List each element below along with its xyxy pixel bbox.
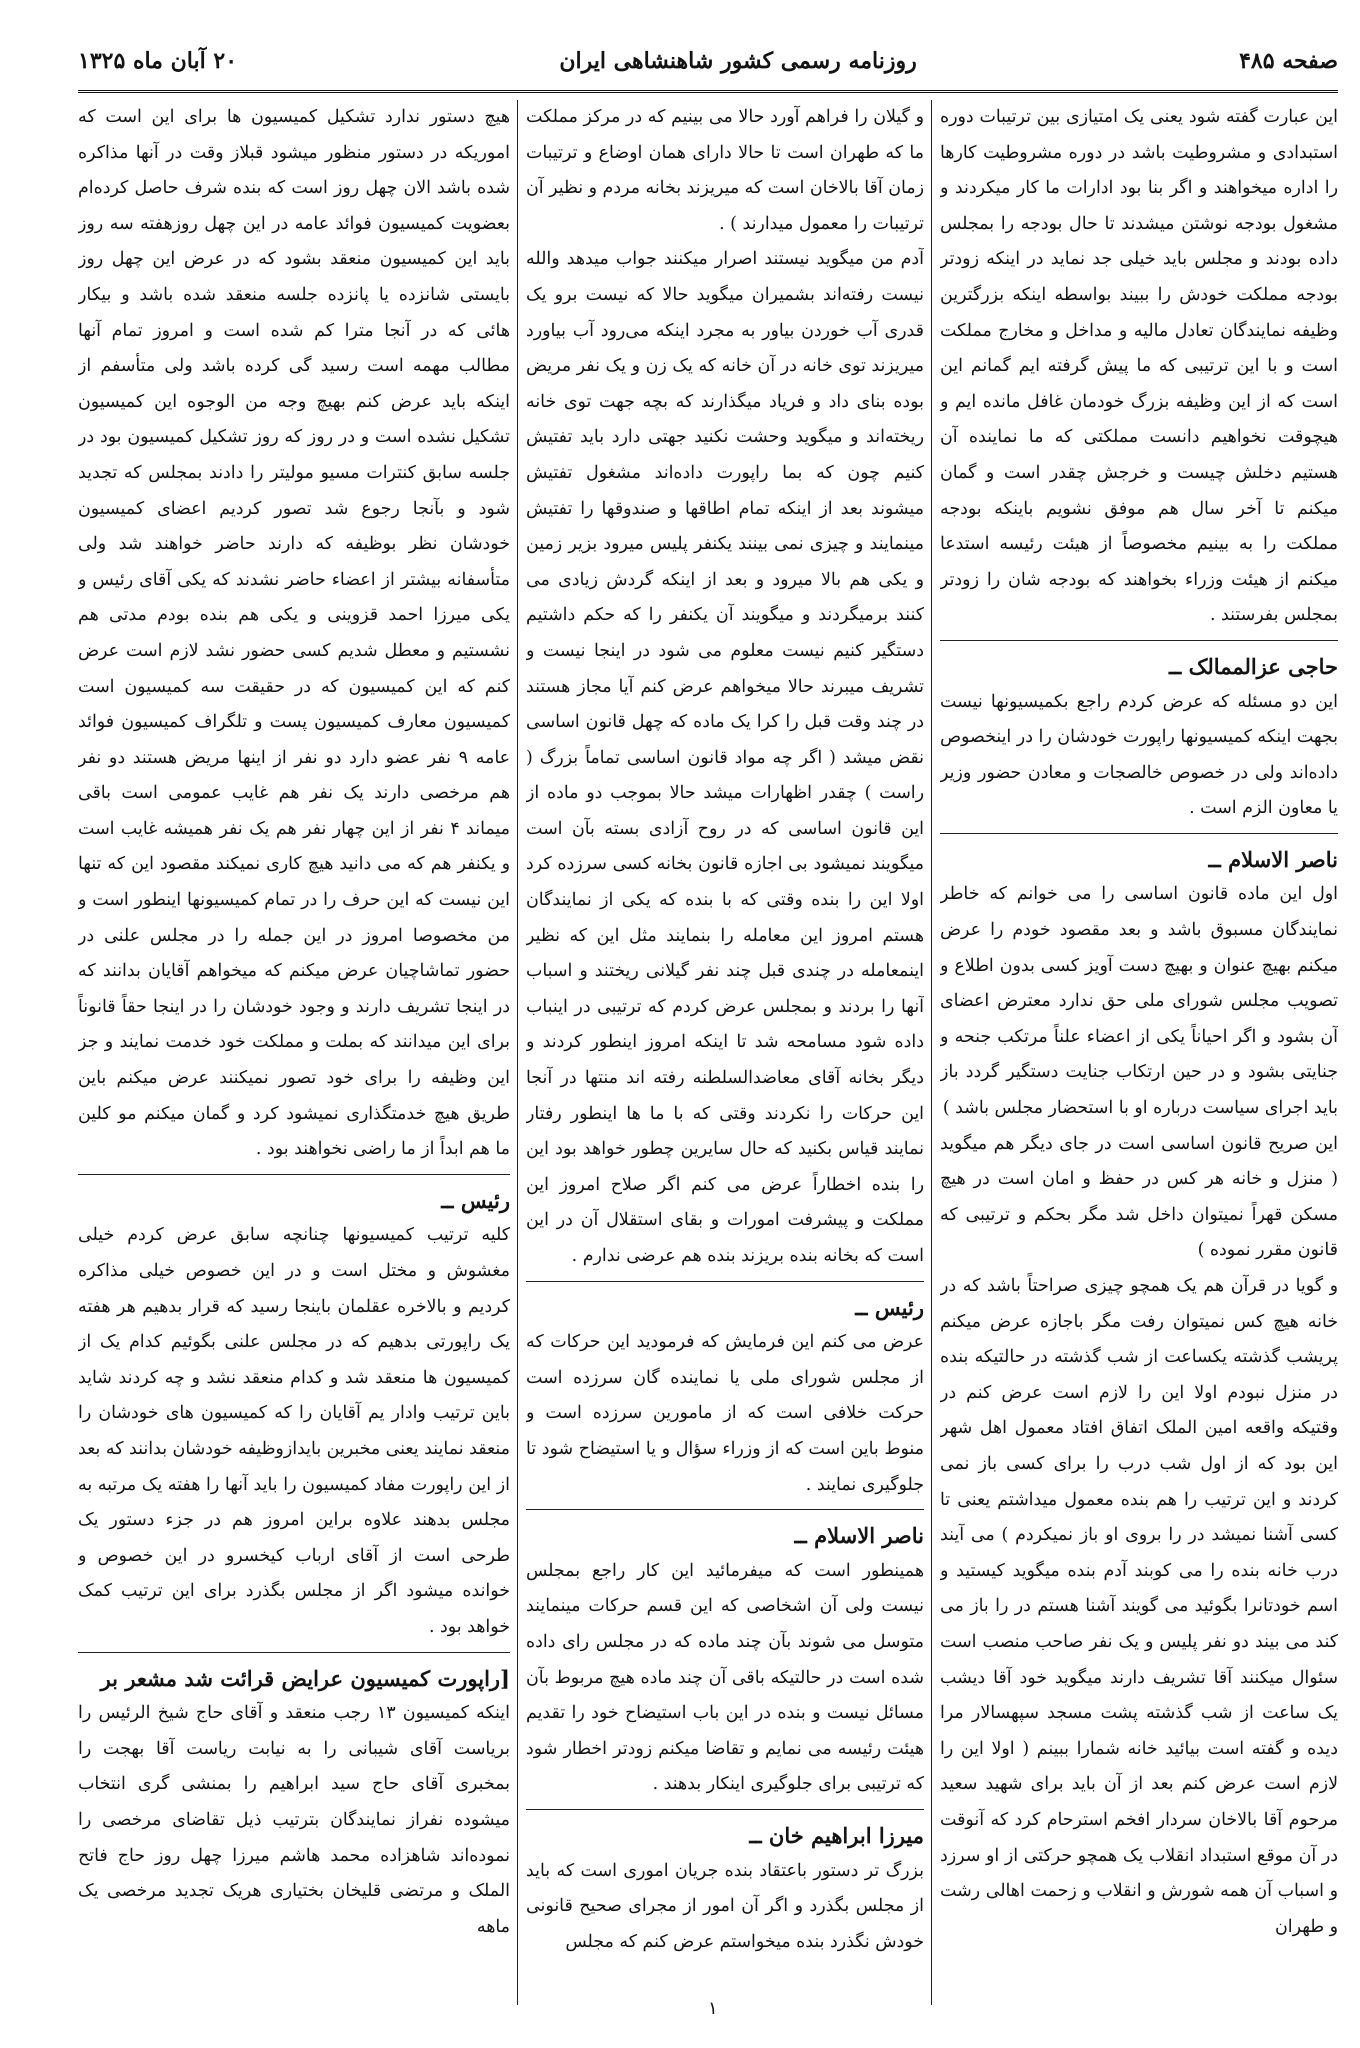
page-header <box>78 38 1338 84</box>
left-column <box>78 100 510 2005</box>
speaker-name: رئیس ــ <box>441 1187 510 1213</box>
speaker-name: ناصر الاسلام ــ <box>1208 846 1338 872</box>
speaker-name: حاجی عزالممالک ــ <box>1168 653 1338 679</box>
issue-date: ۲۰ آبان ماه ۱۳۲۵ <box>78 48 238 74</box>
footer-page-number: ۱ <box>708 1998 718 2019</box>
paragraph: عرض می کنم این فرمایش که فرمودید این حرکات که از مجلس شورای ملی یا نماینده گان سرزده است حرکت خلافی است که از مامورین سرزده است و منوط باین است که از وزراء سؤال و یا استیضاح شود تا جلوگیری نمایند . <box>526 1332 924 1495</box>
paragraph: این دو مسئله که عرض کردم راجع بکمیسیونها نیست بجهت اینکه کمیسیونها راپورت خودشان را در اینخصوص داده‌اند ولی در خصوص خالصجات و معادن حضور وزیر یا معاون الزم است . <box>940 691 1338 819</box>
paragraph: و گویا در قرآن هم یک همچو چیزی صراحتاً باشد که در خانه هیچ کس نمیتوان رفت مگر باجازه عرض میکنم پریشب گذشته یکساعت از شب گذشته در حالتیکه بنده در منزل نبودم اولا این را لازم است عرض کنم در وقتیکه واقعه امین الملک اتفاق افتاد معمول اهل شهر این بود که از اول شب درب را برای کسی باز نمی کردند و این ترتیب را هم بنده معمول میداشتم یعنی تا کسی آشنا نمیشد در را بروی او باز نمیکردم ) می آیند درب خانه بنده را می کوبند آدم بنده میگوید کیستید و اسم خودتانرا بگوئید می گویند آشنا هستم در را باز می کند می بیند دو نفر پلیس و یک نفر صاحب منصب است سئوال میکنند آقا تشریف دارند میگوید خود آقا دیشب یک ساعت از شب گذشته پشت مسجد سپهسالار مرا دیده و گفته است بیائید خانه شمارا ببینم ( اولا این را لازم است عرض کنم بعد از آن باید برای شهید سعید مرحوم آقا بالاخان سردار افخم استرحام کرد که آنوقت در آن موقع استبداد انقلاب یک همچو حرکتی از او سرزد و اسباب آن همه شورش و انقلاب و زحمت اهالی رشت و طهران <box>940 1276 1338 1937</box>
paragraph: و گیلان را فراهم آورد حالا می بینیم که در مرکز مملکت ما که طهران است تا حالا دارای همان اوضاع و ترتیبات زمان آقا بالاخان است که میریزند بخانه مردم و نظیر آن ترتیبات را معمول میدارند ) . <box>526 107 924 234</box>
paragraph: هیچ دستور ندارد تشکیل کمیسیون ها برای این است که اموریکه در دستور منظور میشود قبلاز وقت در آنها مذاکره شده باشد الان چهل روز است که بنده شرف حاصل کرده‌ام بعضویت کمیسیون فوائد عامه در این چهل روزهفته سه روز باید این کمیسیون منعقد بشود که در عرض این چهل روز بایستی شانزده یا پانزده جلسه منعقد شده باشد و بیکار هائی که در آنجا مترا کم شده است و امروز تمام آنها مطالب مهمه است رسید گی کرده باشد ولی متأسفم از اینکه باید عرض کنم بهیچ وجه من الوجوه این کمیسیون تشکیل نشده است و در روز که روز تشکیل کمیسیون بود در جلسه سابق کنترات مسیو مولیتر را دادند بمجلس که تجدید شود و بآنجا رجوع شد تصور کردیم اعضای کمیسیون خودشان نظر بوظیفه که دارند حاضر خواهند شد ولی متأسفانه بیشتر از اعضاء حاضر نشدند که یکی آقای رئیس و یکی میرزا احمد قزوینی و یکی هم بنده بودم مدتی هم نشستیم و معطل شدیم کسی حضور نشد لازم است عرض کنم که این کمیسیون که در حقیقت سه کمیسیون است کمیسیون معارف کمیسیون پست و تلگراف کمیسیون فوائد عامه ۹ نفر عضو دارد دو نفر از اینها مریض هستند دو نفر هم مرخصی دارند یک نفر هم غایب عمومی است باقی میماند ۴ نفر از این چهار نفر هم یک نفر همیشه غایب است و یکنفر هم که می دانید هیچ کاری نمیکند مقصود این که تنها این نیست که این حرف را در تمام کمیسیونها اینطور است و من مخصوصا امروز در این جمله را در مجلس علنی در حضور تماشاچیان عرض میکنم که میخواهم آقایان بدانند که در اینجا تشریف دارند و وجود خودشان را در اینجا حقاً قانوناً برای این میدانند که بملت و مملکت خود خدمت نمایند و جز این وظیفه را برای خود تصور نمیکنند عرض میکنم باین طریق هیچ خدمتگذاری نمیشود کرد و گمان میکنم مو کلین ما هم ابداً از ما راضی نخواهند بود . <box>78 107 510 1160</box>
paragraph: کلیه ترتیب کمیسیونها چنانچه سابق عرض کردم خیلی مغشوش و مختل است و در این خصوص خیلی مذاکره کردیم و بالاخره عقلمان باینجا رسید که قرار بدهیم هر هفته یک راپورتی بدهیم که در مجلس علنی بگوئیم کدام یک از کمیسیون ها منعقد شد و کدام منعقد نشد و چه کردند شاید باین ترتیب وادار یم آقایان را که کمیسیون های خودشان را منعقد نمایند یعنی مخبرین بایدازوظیفه خودشان بدانند که بعد از این راپورت مفاد کمیسیون را باید آنها را هفته یک مرتبه به مجلس بدهند علاوه براین امروز هم در جزء دستور یک طرحی است از آقای ارباب کیخسرو در این خصوص و خوانده میشود اگر از مجلس بگذرد برای این ترتیب کمک خواهد بود . <box>78 1225 510 1637</box>
gazette-title: روزنامه رسمی کشور شاهنشاهی ایران <box>559 48 917 74</box>
column-divider-left <box>517 100 518 2005</box>
section-divider <box>526 1509 924 1510</box>
speaker-name: ناصر الاسلام ــ <box>794 1523 924 1549</box>
paragraph: همینطور است که میفرمائید این کار راجع بمجلس نیست ولی آن اشخاصی که این قسم حرکات مینمایند متوسل می شوند بآن چند ماده که در مجلس رای داده شده است در حالتیکه باقی آن چند ماده هیچ مربوط بآن مسائل نیست و بنده در این باب استیضاح خود را تقدیم هیئت رئیسه می نمایم و تقاضا میکنم زودتر اخطار شود که ترتیبی برای جلوگیری اینکار بدهند . <box>526 1560 924 1795</box>
middle-column <box>526 100 924 2005</box>
paragraph: اول این ماده قانون اساسی را می خوانم که خاطر نمایندگان مسبوق باشد و بعد مقصود خودم را عرض میکنم بهیچ عنوان و بهیچ دست آویز کسی بدون اطلاع و تصویب مجلس شورای ملی حق ندارد معترض اعضای آن بشود و اگر احیاناً یکی از اعضاء علناً مرتکب جنحه و جنایتی بشود و در حین ارتکاب جنایت دستگیر گردد باز باید اجرای سیاست درباره او با استحضار مجلس باشد ) <box>940 884 1338 1119</box>
speaker-name: رئیس ــ <box>855 1294 924 1320</box>
page-number-label: صفحه ۴۸۵ <box>1239 48 1338 74</box>
newspaper-page <box>78 38 1338 2028</box>
section-divider <box>526 1281 924 1282</box>
speaker-name: [راپورت کمیسیون عرایض قرائت شد مشعر بر <box>100 1665 510 1691</box>
section-divider <box>78 1652 510 1653</box>
section-divider <box>78 1174 510 1175</box>
paragraph: بزرگ تر دستور باعتقاد بنده جریان اموری است که باید از مجلس بگذرد و اگر آن امور از مجرای صحیح قانونی خودش نگذرد بنده میخواستم عرض کنم که مجلس <box>526 1860 924 1952</box>
paragraph: این عبارت گفته شود یعنی یک امتیازی بین ترتیبات دوره استبدادی و مشروطیت باشد در دوره مشروطیت کارها را اداره میخواهند و اگر بنا بود ادارات ما کار میکردند و مشغول بودجه نوشتن میشدند تا حال بودجه را بمجلس داده بودند و مجلس باید خیلی جد نماید در اینکه زودتر بودجه مملکت خودش را ببیند بواسطه اینکه بزرگترین وظیفه نمایندگان تعادل مالیه و مداخل و مخارج مملکت است و با این ترتیبی که ما پیش گرفته ایم گمانم این است که از این وظیفه بزرگ خودمان غافل مانده ایم و هیچوقت نخواهیم دانست مملکتی که ما نماینده آن هستیم دخلش چیست و خرجش چقدر است و گمان میکنم تا آخر سال هم موفق نشویم باینکه بودجه مملکت را به بینیم مخصوصاً از هیئت رئیسه استدعا میکنم از هیئت وزراء بخواهند که بودجه شان را زودتر بمجلس بفرستند . <box>940 107 1338 626</box>
header-divider <box>78 90 1338 93</box>
section-divider <box>940 833 1338 834</box>
right-column <box>940 100 1338 2005</box>
paragraph: اینکه کمیسیون ۱۳ رجب منعقد و آقای حاج شیخ الرئیس را بریاست آقای شیبانی را به نیابت ریاست آقا بهجت را بمخبری آقای حاج سید ابراهیم را بمنشی گری انتخاب میشوده نفراز نمایندگان بترتیب ذیل تقاضای مرخصی را نموده‌اند شاهزاده محمد هاشم میرزا چهل روز حاج فاتح الملک و مرتضی قلیخان بختیاری هریک تجدید مرخصی یک ماهه <box>78 1703 510 1937</box>
column-divider-right <box>931 100 932 2005</box>
speaker-name: میرزا ابراهیم خان ــ <box>749 1822 924 1848</box>
paragraph: این صریح قانون اساسی است در جای دیگر هم میگوید ( منزل و خانه هر کس در حفظ و امان است در هیچ مسکن قهراً نمیتوان داخل شد مگر بحکم و ترتیبی که قانون مقرر نموده ) <box>940 1133 1338 1261</box>
section-divider <box>526 1809 924 1810</box>
paragraph: آدم من میگوید نیستند اصرار میکنند جواب میدهد والله نیست رفته‌اند بشمیران میگوید حالا که نیست برو یک قدری آب خوردن بیاور به مجرد اینکه می‌رود آب بیاورد میریزند توی خانه در آن خانه که یک زن و یک نفر مریض بوده بنای داد و فریاد میگذارند که بچه جهت توی خانه ریخته‌اند و میگوید وحشت نکنید جهتی دارد باید تفتیش کنیم چون که بما راپورت داده‌اند مشغول تفتیش میشوند بعد از اینکه تمام اطاقها و صندوقها را تفتیش مینمایند و چیزی نمی بینند یکنفر پلیس میرود بزیر زمین و یکی هم بالا میرود و بعد از اینکه گردش زیادی می کنند برمیگردند و میگویند آن یکنفر را که حکم داشتیم دستگیر کنیم نیست معلوم می شود در اینجا نیست و تشریف میبرند حالا میخواهم عرض کنم آیا مجاز هستند در چند وقت قبل را کرا یک ماده که چهل قانون اساسی نقض میشد ( اگر چه مواد قانون اساسی تماماً بزرگ ( راست ) چقدر اظهارات میشد حالا بموجب دو ماده از این قانون اساسی که در روح آزادی بسته بآن است میگویند نمیشود بی اجازه قانون بخانه کسی سرزده کرد اولا این را بنده وقتی که با بنده که یکی از نمایندگان هستم امروز این معامله را بنمایند مثل این که نظیر اینمعامله در چندی قبل چند نفر گیلانی ریختند و اسباب آنها را بردند و بمجلس عرض کردم که ترتیبی در اینباب داده شود مسامحه شد تا اینکه امروز اینطور کردند و دیگر بخانه آقای معاضدالسلطنه رفته اند منتها در آنجا این حرکات را نکردند وقتی که با ما ها اینطور رفتار نمایند قیاس بکنید که حال سایرین چطور خواهد بود این را بنده اخطاراً عرض می کنم اگر صلاح امروز این مملکت و پیشرفت امورات و بقای استقلال آن در این است که بخانه بنده بریزند بنده هم عرضی ندارم . <box>526 249 924 1266</box>
section-divider <box>940 640 1338 641</box>
